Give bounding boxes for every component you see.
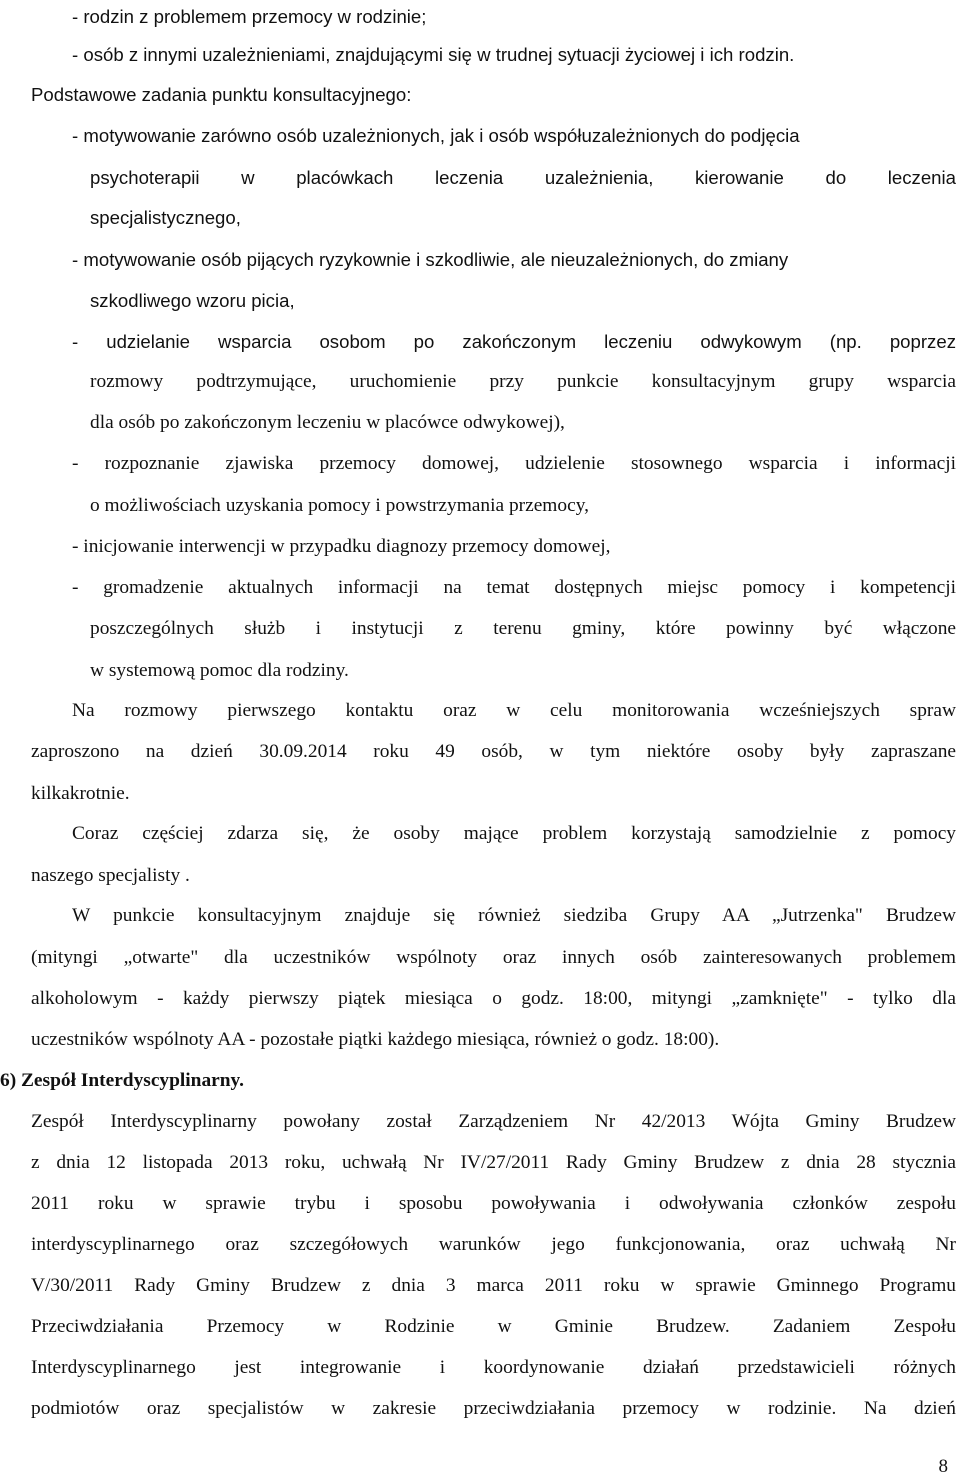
text-line: rozmowy podtrzymujące, uruchomienie przy punkcie konsultacyjnym grupy wsparcia — [90, 371, 956, 392]
text-line: psychoterapii w placówkach leczenia uzależnienia, kierowanie do leczenia — [90, 167, 956, 188]
text-line: (mityngi „otwarte" dla uczestników wspólnoty oraz innych osób zainteresowanych problemem — [31, 947, 956, 968]
text-line: V/30/2011 Rady Gminy Brudzew z dnia 3 marca 2011 roku w sprawie Gminnego Programu — [31, 1275, 956, 1296]
text-line: poszczególnych służb i instytucji z terenu gminy, które powinny być włączone — [90, 618, 956, 639]
text-line: - udzielanie wsparcia osobom po zakończonym leczeniu odwykowym (np. poprzez — [72, 331, 956, 352]
text-line: - inicjowanie interwencji w przypadku diagnozy przemocy domowej, — [72, 536, 611, 557]
text-line: Podstawowe zadania punktu konsultacyjnego: — [31, 84, 412, 105]
text-line: - osób z innymi uzależnieniami, znajdującymi się w trudnej sytuacji życiowej i ich rodzin. — [72, 44, 795, 65]
text-line: naszego specjalisty . — [31, 865, 190, 886]
text-line: Coraz częściej zdarza się, że osoby mające problem korzystają samodzielnie z pomocy — [72, 823, 956, 844]
text-line: W punkcie konsultacyjnym znajduje się również siedziba Grupy AA „Jutrzenka" Brudzew — [72, 905, 956, 926]
text-line: kilkakrotnie. — [31, 783, 130, 804]
text-line: alkoholowym - każdy pierwszy piątek miesiąca o godz. 18:00, mityngi „zamknięte" - tylko dla — [31, 988, 956, 1009]
text-line: uczestników wspólnoty AA - pozostałe piątki każdego miesiąca, również o godz. 18:00). — [31, 1029, 720, 1050]
text-line: Na rozmowy pierwszego kontaktu oraz w celu monitorowania wcześniejszych spraw — [72, 700, 956, 721]
page-number: 8 — [938, 1456, 948, 1477]
text-line: zaproszono na dzień 30.09.2014 roku 49 osób, w tym niektóre osoby były zapraszane — [31, 741, 956, 762]
text-line: z dnia 12 listopada 2013 roku, uchwałą Nr IV/27/2011 Rady Gminy Brudzew z dnia 28 stycznia — [31, 1152, 956, 1173]
text-line: - motywowanie zarówno osób uzależnionych, jak i osób współuzależnionych do podjęcia — [72, 125, 800, 146]
text-line: dla osób po zakończonym leczeniu w placówce odwykowej), — [90, 412, 565, 433]
text-line: - gromadzenie aktualnych informacji na temat dostępnych miejsc pomocy i kompetencji — [72, 577, 956, 598]
text-line: w systemową pomoc dla rodziny. — [90, 660, 349, 681]
text-line: specjalistycznego, — [90, 207, 241, 228]
text-line: podmiotów oraz specjalistów w zakresie przeciwdziałania przemocy w rodzinie. Na dzień — [31, 1398, 956, 1419]
text-line: Zespół Interdyscyplinarny powołany został Zarządzeniem Nr 42/2013 Wójta Gminy Brudzew — [31, 1111, 956, 1132]
text-line: o możliwościach uzyskania pomocy i powstrzymania przemocy, — [90, 495, 589, 516]
text-line: Przeciwdziałania Przemocy w Rodzinie w Gminie Brudzew. Zadaniem Zespołu — [31, 1316, 956, 1337]
text-line: - motywowanie osób pijących ryzykownie i szkodliwie, ale nieuzależnionych, do zmiany — [72, 249, 789, 270]
text-line: - rodzin z problemem przemocy w rodzinie; — [72, 6, 427, 27]
text-line: Interdyscyplinarnego jest integrowanie i koordynowanie działań przedstawicieli różnych — [31, 1357, 956, 1378]
text-line: szkodliwego wzoru picia, — [90, 290, 295, 311]
section-heading: 6) Zespół Interdyscyplinarny. — [0, 1070, 245, 1091]
text-line: - rozpoznanie zjawiska przemocy domowej, udzielenie stosownego wsparcia i informacji — [72, 453, 956, 474]
text-line: interdyscyplinarnego oraz szczegółowych warunków jego funkcjonowania, oraz uchwałą Nr — [31, 1234, 956, 1255]
text-line: 2011 roku w sprawie trybu i sposobu powoływania i odwoływania członków zespołu — [31, 1193, 956, 1214]
